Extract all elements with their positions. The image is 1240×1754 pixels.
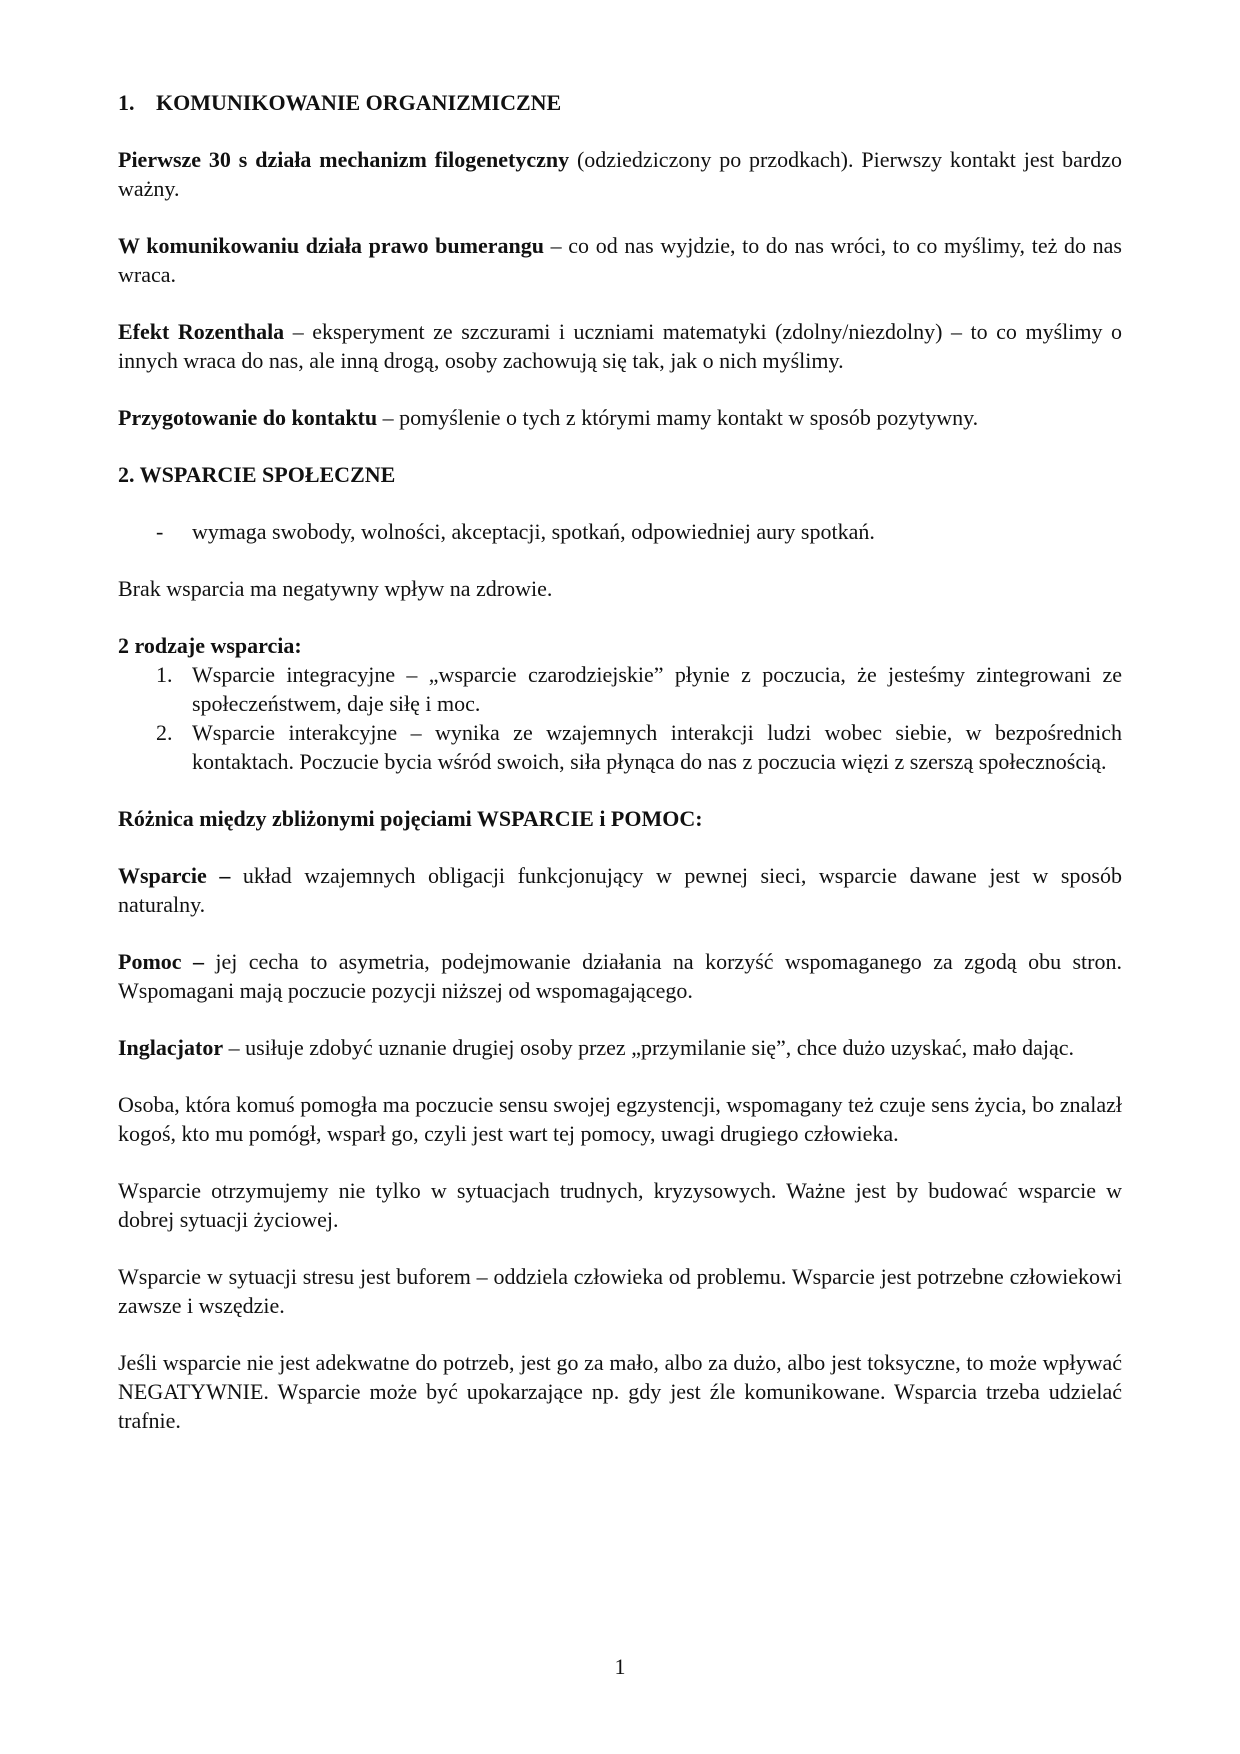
paragraph-negative: Jeśli wsparcie nie jest adekwatne do potrzeb, jest go za mało, albo za dużo, albo jest toksyczne, to może wpływać NEGATYWNIE. Wsparcie może być upokarzające np. gdy jest źle komunikowane. Wsparcia trzeba udzielać trafnie.: [118, 1350, 1122, 1433]
paragraph-no-support: Brak wsparcia ma negatywny wpływ na zdrowie.: [118, 576, 553, 601]
list-item-text: Wsparcie interakcyjne – wynika ze wzajemnych interakcji ludzi wobec siebie, w bezpośrednich kontaktach. Poczucie bycia wśród swoich, siła płynąca do nas z poczucia więzi z szerszą społecznością.: [192, 720, 1122, 774]
section-1-number: 1.: [118, 90, 135, 115]
list-item-number: 1.: [156, 662, 173, 687]
definition-term: Pomoc –: [118, 949, 204, 974]
paragraph-bold-lead: Efekt Rozenthala: [118, 319, 285, 344]
section-1-title: KOMUNIKOWANIE ORGANIZMICZNE: [156, 90, 562, 115]
paragraph-situations: Wsparcie otrzymujemy nie tylko w sytuacjach trudnych, kryzysowych. Ważne jest by budować wsparcie w dobrej sytuacji życiowej.: [118, 1178, 1122, 1232]
definition-help: [118, 947, 1122, 1005]
list-item: [118, 660, 1122, 718]
definition-inglacjator: [118, 1033, 1122, 1062]
page-content: [118, 88, 1122, 1463]
bullet-item: [118, 517, 1122, 546]
definition-body: jej cecha to asymetria, podejmowanie działania na korzyść wspomaganego za zgodą obu stron. Wspomagani mają poczucie pozycji niższej od wspomagającego.: [118, 949, 1122, 1003]
paragraph-body: – eksperyment ze szczurami i uczniami matematyki (zdolny/niezdolny) – to co myślimy o innych wraca do nas, ale inną drogą, osoby zachowują się tak, jak o nich myślimy.: [118, 319, 1122, 373]
paragraph-bold-lead: W komunikowaniu działa prawo bumerangu: [118, 233, 544, 258]
bullet-marker: -: [156, 519, 164, 544]
support-types-list: [118, 660, 1122, 776]
section-1-heading: [118, 88, 1122, 117]
paragraph-bold-lead: Pierwsze 30 s działa mechanizm filogenetyczny: [118, 147, 570, 172]
definition-term: Inglacjator: [118, 1035, 224, 1060]
list-item-text: Wsparcie integracyjne – „wsparcie czarodziejskie” płynie z poczucia, że jesteśmy zintegrowani ze społeczeństwem, daje siłę i moc.: [192, 662, 1122, 716]
paragraph-stress-buffer: Wsparcie w sytuacji stresu jest buforem – oddziela człowieka od problemu. Wsparcie jest potrzebne człowiekowi zawsze i wszędzie.: [118, 1264, 1122, 1318]
paragraph-body: (odziedziczony po przodkach). Pierwszy kontakt jest bardzo ważny.: [118, 147, 1122, 201]
definition-body: układ wzajemnych obligacji funkcjonujący w pewnej sieci, wsparcie dawane jest w sposób naturalny.: [118, 863, 1122, 917]
paragraph-rozenthal: [118, 317, 1122, 375]
paragraph-filogenetic: [118, 145, 1122, 203]
paragraph-body: – co od nas wyjdzie, to do nas wróci, to co myślimy, też do nas wraca.: [118, 233, 1122, 287]
difference-heading: Różnica między zbliżonymi pojęciami WSPARCIE i POMOC:: [118, 806, 703, 831]
definition-term: Wsparcie –: [118, 863, 231, 888]
support-types-title: 2 rodzaje wsparcia:: [118, 633, 302, 658]
paragraph-meaning: Osoba, która komuś pomogła ma poczucie sensu swojej egzystencji, wspomagany też czuje sens życia, bo znalazł kogoś, kto mu pomógł, wsparł go, czyli jest wart tej pomocy, uwagi drugiego człowieka.: [118, 1092, 1122, 1146]
list-item-number: 2.: [156, 720, 173, 745]
definition-support: [118, 861, 1122, 919]
list-item: [118, 718, 1122, 776]
paragraph-bold-lead: Przygotowanie do kontaktu: [118, 405, 378, 430]
page-number: 1: [614, 1654, 626, 1679]
paragraph-boomerang: [118, 231, 1122, 289]
definition-body: – usiłuje zdobyć uznanie drugiej osoby przez „przymilanie się”, chce dużo uzyskać, mało dając.: [223, 1035, 1075, 1060]
bullet-text: wymaga swobody, wolności, akceptacji, spotkań, odpowiedniej aury spotkań.: [192, 519, 875, 544]
section-2-heading: 2. WSPARCIE SPOŁECZNE: [118, 462, 396, 487]
paragraph-body: – pomyślenie o tych z którymi mamy kontakt w sposób pozytywny.: [377, 405, 979, 430]
paragraph-preparation: [118, 403, 1122, 432]
